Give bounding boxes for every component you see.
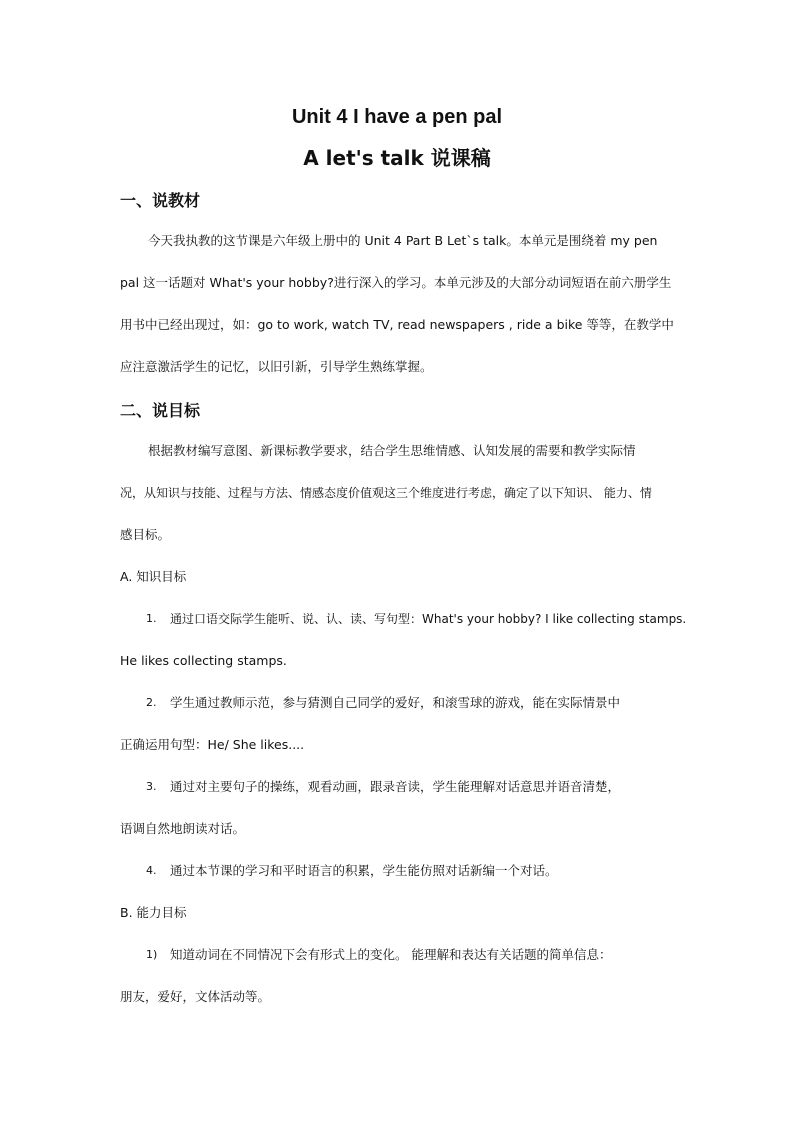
knowledge-item-3-line-2: 语调自然地朗读对话。 xyxy=(120,821,246,836)
goals-paragraph-line-1: 根据教材编写意图、新课标教学要求，结合学生思维情感、认知发展的需要和教学实际情 xyxy=(148,443,636,458)
document-subtitle: A let's talk 说课稿 xyxy=(303,146,491,170)
section-heading-textbook: 一、说教材 xyxy=(120,191,201,210)
knowledge-item-number: 3. xyxy=(146,780,157,793)
knowledge-item-3-line-1: 通过对主要句子的操练，观看动画，跟录音读，学生能理解对话意思并语音清楚， xyxy=(170,779,621,794)
goals-paragraph-line-2: 况，从知识与技能、过程与方法、情感态度价值观这三个维度进行考虑，确定了以下知识、 能力、情 xyxy=(120,486,652,500)
knowledge-item-number: 4. xyxy=(146,864,157,877)
knowledge-item-number: 1. xyxy=(146,612,157,625)
ability-item-1-line-1: 知道动词在不同情况下会有形式上的变化。 能理解和表达有关话题的简单信息： xyxy=(170,947,612,962)
knowledge-item-1-line-1: 通过口语交际学生能听、说、认、读、写句型：What's your hobby? I like collecting stamps. xyxy=(170,612,687,626)
knowledge-item-2-line-2: 正确运用句型：He/ She likes.... xyxy=(120,737,305,752)
knowledge-item-2-line-1: 学生通过教师示范，参与猜测自己同学的爱好，和滚雪球的游戏，能在实际情景中 xyxy=(170,695,621,710)
knowledge-item-1-line-2: He likes collecting stamps. xyxy=(120,653,287,668)
document-title: Unit 4 I have a pen pal xyxy=(291,106,503,128)
knowledge-item-4-line-1: 通过本节课的学习和平时语言的积累，学生能仿照对话新编一个对话。 xyxy=(170,863,558,878)
section-paragraph-textbook: 今天我执教的这节课是六年级上册中的 Unit 4 Part B Let`s talk。本单元是围绕着 my pen pal 这一话题对 What's your hobby?进行深入的学习。本单元涉及的大部分动词短语在前六册学生用书中已经出现过，如：go to work, watch TV, read newspapers , ride a bike 等等，在教学中应注意激活学生的记忆，以旧引新，引导学生熟练掌握。 xyxy=(120,233,674,374)
knowledge-goals-label: A. 知识目标 xyxy=(120,569,187,584)
ability-item-1-line-2: 朋友，爱好，文体活动等。 xyxy=(120,989,271,1004)
ability-goals-label: B. 能力目标 xyxy=(120,905,187,920)
ability-item-number: 1) xyxy=(146,948,158,961)
section-heading-goals: 二、说目标 xyxy=(120,401,201,420)
goals-paragraph-line-3: 感目标。 xyxy=(120,527,171,542)
knowledge-item-number: 2. xyxy=(146,696,157,709)
